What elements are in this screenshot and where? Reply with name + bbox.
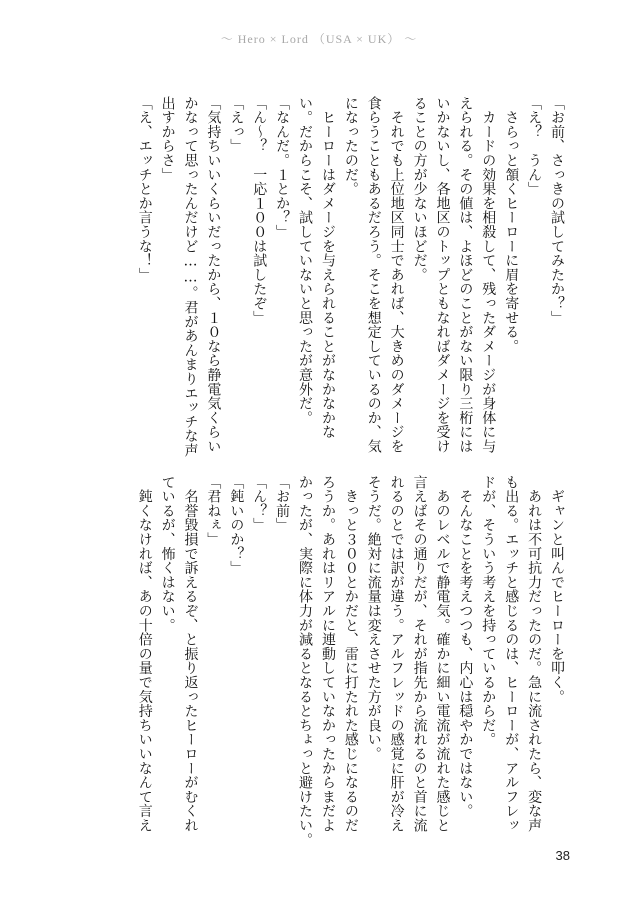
text-line: ろうか。あれはリアルに連動していなかったからまだよ (319, 475, 336, 833)
text-line: れるのとでは訳が違う。アルフレッドの感覚に肝が冷え (388, 475, 405, 833)
text-line: 食らうこともあるだろう。そこを想定しているのか、気 (365, 96, 382, 454)
text-line: ているが、怖くはない。 (159, 475, 176, 633)
text-line: あのレベルで静電気。確かに細い電流が流れた感じと (434, 475, 451, 833)
text-line: 「お前」 (274, 475, 291, 533)
text-line: 言えばその通りだが、それが指先から流れるのと首に流 (411, 475, 428, 833)
text-line: ギャンと叫んでヒーローを叩く。 (549, 475, 565, 704)
text-line: 「お前、さっきの試してみたか？」 (549, 96, 565, 325)
text-line: になったのだ。 (342, 96, 359, 197)
text-line: かなって思ったんだけど……。君があんまりエッチな声 (182, 96, 199, 458)
text-line: カードの効果を相殺して、残ったダメージが身体に与 (480, 96, 497, 454)
text-block-upper (133, 96, 568, 458)
text-line: 「え、エッチとか言うな！」 (136, 96, 153, 282)
text-line: 出すからさ」 (159, 96, 176, 182)
text-line: 「君ねぇ」 (205, 475, 222, 547)
text-line: 鈍くなければ、あの十倍の量で気持ちいいなんて言え (136, 475, 153, 833)
text-line: えられる。その値は、よほどのことがない限り三桁には (457, 96, 474, 454)
text-block-lower (133, 475, 568, 847)
text-line: 「ん？」 (251, 475, 268, 533)
text-line: 「鈍いのか？」 (228, 475, 245, 576)
text-line: 「気持ちいいくらいだったから、１０なら静電気くらい (205, 96, 222, 454)
text-line: そうだ。絶対に流量は変えさせた方が良い。 (365, 475, 382, 761)
text-line: さらっと頷くヒーローに眉を寄せる。 (503, 96, 520, 354)
text-line: かったが、実際に体力が減るとなるとちょっと避けたい。 (297, 475, 314, 847)
text-line: 名誉毀損で訴えるぞ、と振り返ったヒーローがむくれ (182, 475, 199, 833)
text-line: いかないし、各地区のトップともなればダメージを受け (434, 96, 451, 454)
text-line: い。だからこそ、試していないと思ったが意外だ。 (297, 96, 314, 425)
text-line: ることの方が少ないほどだ。 (411, 96, 428, 282)
text-line: それでも上位地区同士であれば、大きめのダメージを (388, 96, 405, 454)
text-line: 「え？ うん」 (526, 96, 543, 197)
text-line: きっと３００とかだと、雷に打たれた感じになるのだ (342, 475, 359, 833)
text-line: ドが、そういう考えを持っているからだ。 (480, 475, 497, 747)
page-number: 38 (555, 848, 570, 863)
text-line: ヒーローはダメージを与えられることがなかなかな (319, 96, 336, 440)
text-line: 「なんだ。１とか？」 (274, 96, 291, 239)
running-header: ～ Hero × Lord （USA × UK） ～ (220, 32, 418, 46)
text-line: 「えっ」 (228, 96, 245, 154)
text-line: あれは不可抗力だったのだ。急に流されたら、変な声 (526, 475, 543, 833)
text-line: 「ん～？ 一応１００は試したぞ」 (251, 96, 268, 325)
text-line: も出る。エッチと感じるのは、ヒーローが、アルフレッ (503, 475, 520, 833)
text-line: そんなことを考えつつも、内心は穏やかではない。 (457, 475, 474, 819)
